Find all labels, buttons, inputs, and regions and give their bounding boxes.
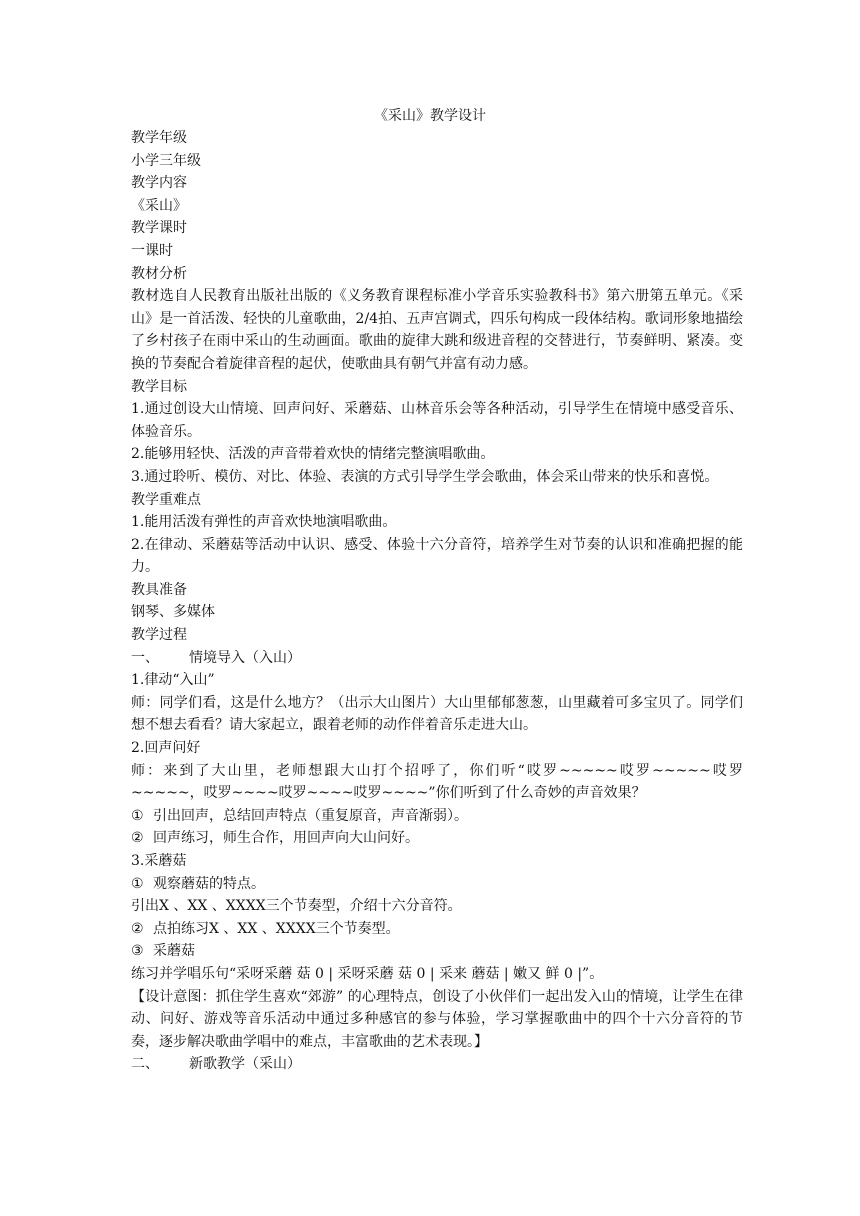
document-body xyxy=(131,127,743,1076)
echo-item-2 xyxy=(131,827,743,850)
heading-goals: 教学目标 xyxy=(131,378,187,395)
mushroom-item-2 xyxy=(131,918,743,941)
echo-item-1 xyxy=(131,805,743,828)
echo-item-2-text: 回声练习，师生合作，用回声向大山问好。 xyxy=(153,830,419,847)
circled-number-2: ② xyxy=(131,830,144,847)
step-rhythm-entry: 1.律动“入山” xyxy=(131,672,215,689)
goal-2: 2.能够用轻快、活泼的声音带着欢快的情绪完整演唱歌曲。 xyxy=(131,446,495,463)
mushroom-item-3 xyxy=(131,940,743,963)
heading-keypoints: 教学重难点 xyxy=(131,491,201,508)
practice-phrase: 练习并学唱乐句“采呀采蘑 菇 0 | 采呀采蘑 菇 0 | 采来 蘑菇 | 嫩又 鲜 0 |”。 xyxy=(131,965,604,982)
step-echo-greeting: 2.回声问好 xyxy=(131,740,201,757)
text-content: 《采山》 xyxy=(131,197,187,214)
paragraph-teacher-1: 师：同学们看，这是什么地方？（出示大山图片）大山里郁郁葱葱，山里藏着可多宝贝了。同学们想不想去看看？请大家起立，跟着老师的动作伴着音乐走进大山。 xyxy=(131,694,743,734)
keypoint-1: 1.能用活泼有弹性的声音欢快地演唱歌曲。 xyxy=(131,514,397,531)
mushroom-item-1 xyxy=(131,873,743,896)
rhythm-intro: 引出X 、XX 、XXXX三个节奏型，介绍十六分音符。 xyxy=(131,898,462,915)
section-2-heading xyxy=(131,1053,743,1076)
document-title: 《采山》教学设计 xyxy=(374,108,486,124)
mushroom-item-1-text: 观察蘑菇的特点。 xyxy=(153,875,265,892)
heading-hours: 教学课时 xyxy=(131,220,187,237)
circled-number-1: ① xyxy=(131,807,144,824)
echo-item-1-text: 引出回声，总结回声特点（重复原音，声音渐弱）。 xyxy=(153,807,468,824)
circled-number-3: ③ xyxy=(131,943,144,960)
mushroom-item-2-text: 点拍练习X 、XX 、XXXX三个节奏型。 xyxy=(153,920,400,937)
circled-number-2b: ② xyxy=(131,920,144,937)
paragraph-teacher-2: 师：来到了大山里，老师想跟大山打个招呼了，你们听“哎罗~~~~~哎罗~~~~~哎罗~~~~~，哎罗~~~~哎罗~~~~哎罗~~~~”你们听到了什么奇妙的声音效果？ xyxy=(131,762,743,802)
section-1-heading xyxy=(131,647,743,670)
heading-grade: 教学年级 xyxy=(131,130,187,146)
design-intent: 【设计意图：抓住学生喜欢“郊游” 的心理特点，创设了小伙伴们一起出发入山的情境，让学生在律动、问好、游戏等音乐活动中通过多种感官的参与体验，学习掌握歌曲中的四个十六分音符的节奏，逐步解决歌曲学唱中的难点，丰富歌曲的艺术表现。】 xyxy=(131,988,743,1050)
section-1-title: 情境导入（入山） xyxy=(189,649,301,666)
goal-3: 3.通过聆听、模仿、对比、体验、表演的方式引导学生学会歌曲，体会采山带来的快乐和喜悦。 xyxy=(131,468,719,485)
heading-analysis: 教材分析 xyxy=(131,265,187,282)
heading-process: 教学过程 xyxy=(131,627,187,644)
section-1-number: 一、 xyxy=(131,649,159,666)
paragraph-analysis: 教材选自人民教育出版社出版的《义务教育课程标准小学音乐实验教科书》第六册第五单元。《采山》是一首活泼、轻快的儿童歌曲，2/4拍、五声宫调式，四乐句构成一段体结构。歌词形象地描绘了乡村孩子在雨中采山的生动画面。歌曲的旋律大跳和级进音程的交替进行，节奏鲜明、紧凑。变换的节奏配合着旋律音程的起伏，使歌曲具有朝气并富有动力感。 xyxy=(131,288,743,372)
text-materials: 钢琴、多媒体 xyxy=(131,604,215,621)
text-grade: 小学三年级 xyxy=(131,152,201,169)
mushroom-item-3-text: 采蘑菇 xyxy=(153,943,195,960)
circled-number-1b: ① xyxy=(131,875,144,892)
text-hours: 一课时 xyxy=(131,242,173,259)
section-2-number: 二、 xyxy=(131,1056,159,1073)
goal-1: 1.通过创设大山情境、回声问好、采蘑菇、山林音乐会等各种活动，引导学生在情境中感受音乐、体验音乐。 xyxy=(131,401,743,440)
keypoint-2: 2.在律动、采蘑菇等活动中认识、感受、体验十六分音符，培养学生对节奏的认识和准确把握的能力。 xyxy=(131,536,743,576)
step-mushroom: 3.采蘑菇 xyxy=(131,853,187,869)
heading-materials: 教具准备 xyxy=(131,581,187,598)
heading-content: 教学内容 xyxy=(131,175,187,192)
section-2-title: 新歌教学（采山） xyxy=(189,1056,301,1073)
